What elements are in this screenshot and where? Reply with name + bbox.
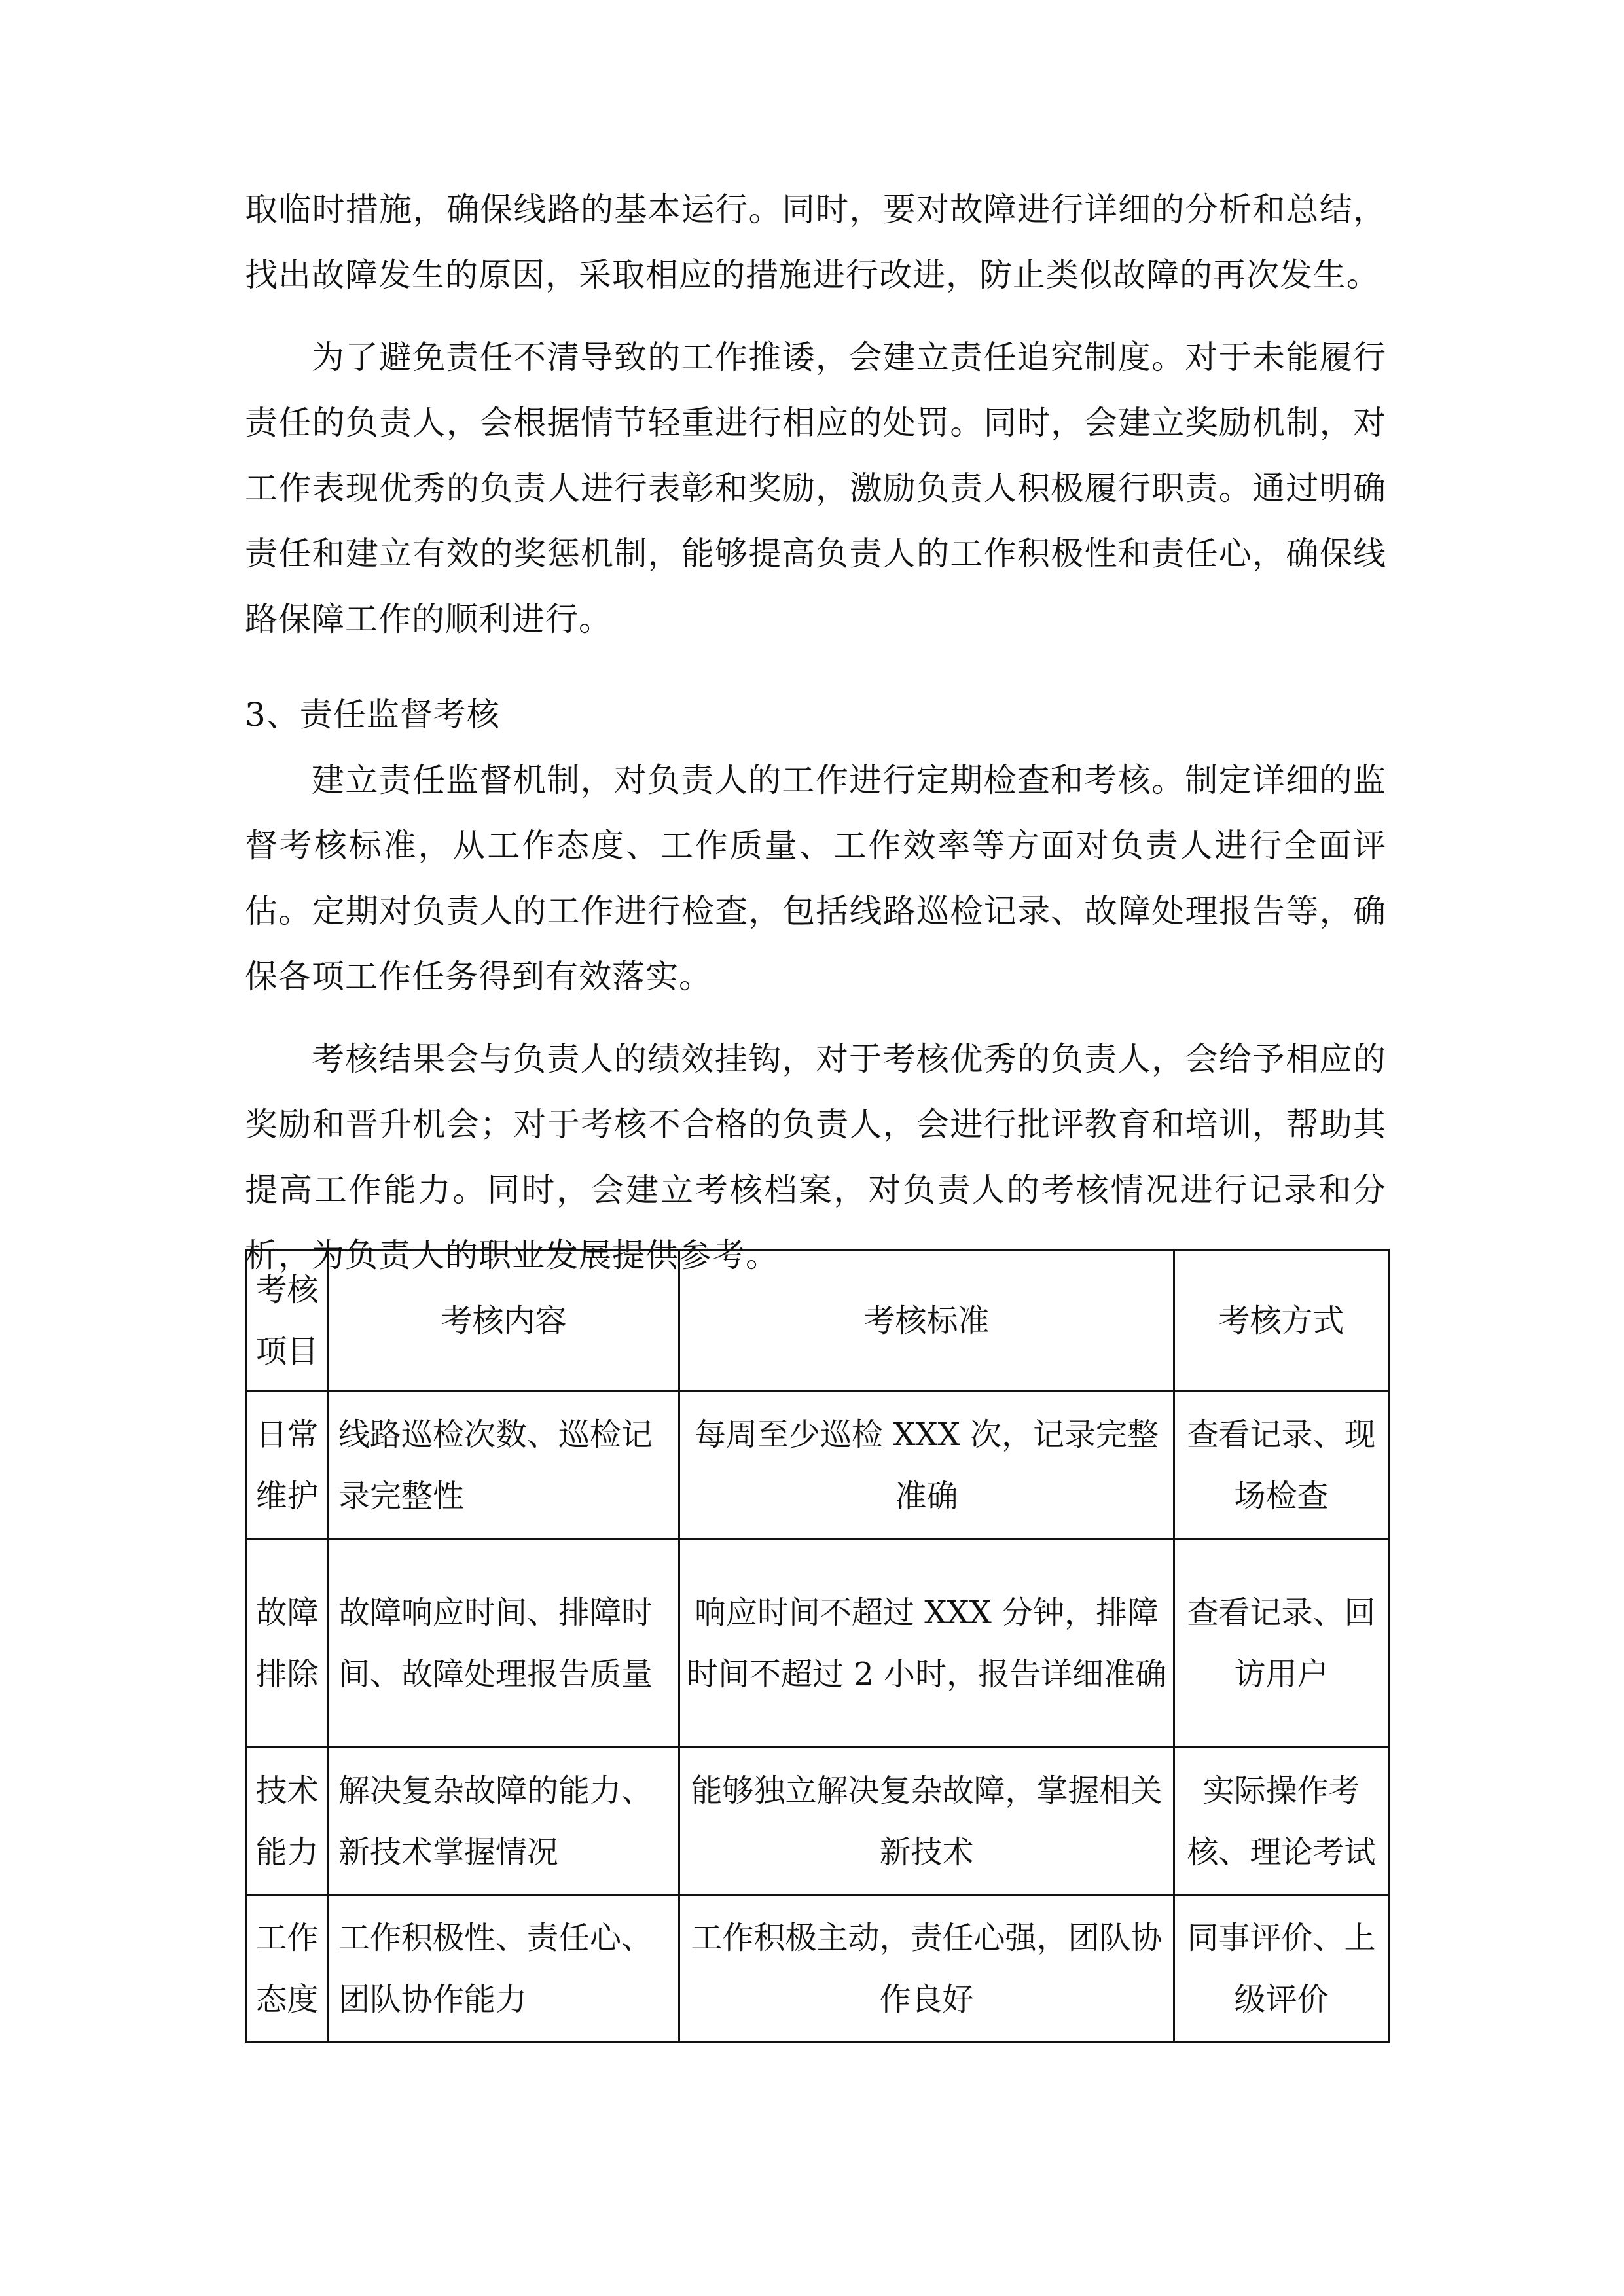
paragraph-continuation: 取临时措施，确保线路的基本运行。同时，要对故障进行详细的分析和总结，找出故障发生的原因，采取相应的措施进行改进，防止类似故障的再次发生。	[245, 190, 1386, 294]
table-cell: 实际操作考核、理论考试	[1174, 1748, 1389, 1895]
section-heading: 3、责任监督考核	[245, 696, 500, 734]
table-cell: 响应时间不超过 XXX 分钟，排障时间不超过 2 小时，报告详细准确	[679, 1539, 1174, 1748]
table-cell: 能够独立解决复杂故障，掌握相关新技术	[679, 1748, 1174, 1895]
paragraph-assessment-results: 考核结果会与负责人的绩效挂钩，对于考核优秀的负责人，会给予相应的奖励和晋升机会；对于考核不合格的负责人，会进行批评教育和培训，帮助其提高工作能力。同时，会建立考核档案，对负责人的考核情况进行记录和分析，为负责人的职业发展提供参考。	[245, 1040, 1386, 1274]
table-cell: 故障排除	[246, 1539, 329, 1748]
table-cell: 查看记录、现场检查	[1174, 1391, 1389, 1539]
table-cell: 解决复杂故障的能力、新技术掌握情况	[329, 1748, 679, 1895]
header-cell-standard: 考核标准	[679, 1250, 1174, 1391]
header-cell-content: 考核内容	[329, 1250, 679, 1391]
table-row	[246, 1895, 1389, 2042]
table-cell: 工作积极主动，责任心强，团队协作良好	[679, 1895, 1174, 2042]
table-cell: 日常维护	[246, 1391, 329, 1539]
table-cell: 工作态度	[246, 1895, 329, 2042]
table-cell: 线路巡检次数、巡检记录完整性	[329, 1391, 679, 1539]
table-cell: 工作积极性、责任心、团队协作能力	[329, 1895, 679, 2042]
table-cell: 故障响应时间、排障时间、故障处理报告质量	[329, 1539, 679, 1748]
paragraph-supervision: 建立责任监督机制，对负责人的工作进行定期检查和考核。制定详细的监督考核标准，从工作态度、工作质量、工作效率等方面对负责人进行全面评估。定期对负责人的工作进行检查，包括线路巡检记录、故障处理报告等，确保各项工作任务得到有效落实。	[245, 761, 1386, 996]
assessment-table	[245, 1249, 1390, 2043]
document-body	[245, 177, 1386, 1288]
table-cell: 查看记录、回访用户	[1174, 1539, 1389, 1748]
table-cell: 同事评价、上级评价	[1174, 1895, 1389, 2042]
table-header-row	[246, 1250, 1389, 1391]
table-row	[246, 1539, 1389, 1748]
table-row	[246, 1748, 1389, 1895]
table-cell: 技术能力	[246, 1748, 329, 1895]
table-cell: 每周至少巡检 XXX 次，记录完整准确	[679, 1391, 1174, 1539]
header-cell-method: 考核方式	[1174, 1250, 1389, 1391]
table-row	[246, 1391, 1389, 1539]
header-cell-item: 考核项目	[246, 1250, 329, 1391]
paragraph-accountability: 为了避免责任不清导致的工作推诿，会建立责任追究制度。对于未能履行责任的负责人，会根据情节轻重进行相应的处罚。同时，会建立奖励机制，对工作表现优秀的负责人进行表彰和奖励，激励负责人积极履行职责。通过明确责任和建立有效的奖惩机制，能够提高负责人的工作积极性和责任心，确保线路保障工作的顺利进行。	[245, 338, 1386, 638]
